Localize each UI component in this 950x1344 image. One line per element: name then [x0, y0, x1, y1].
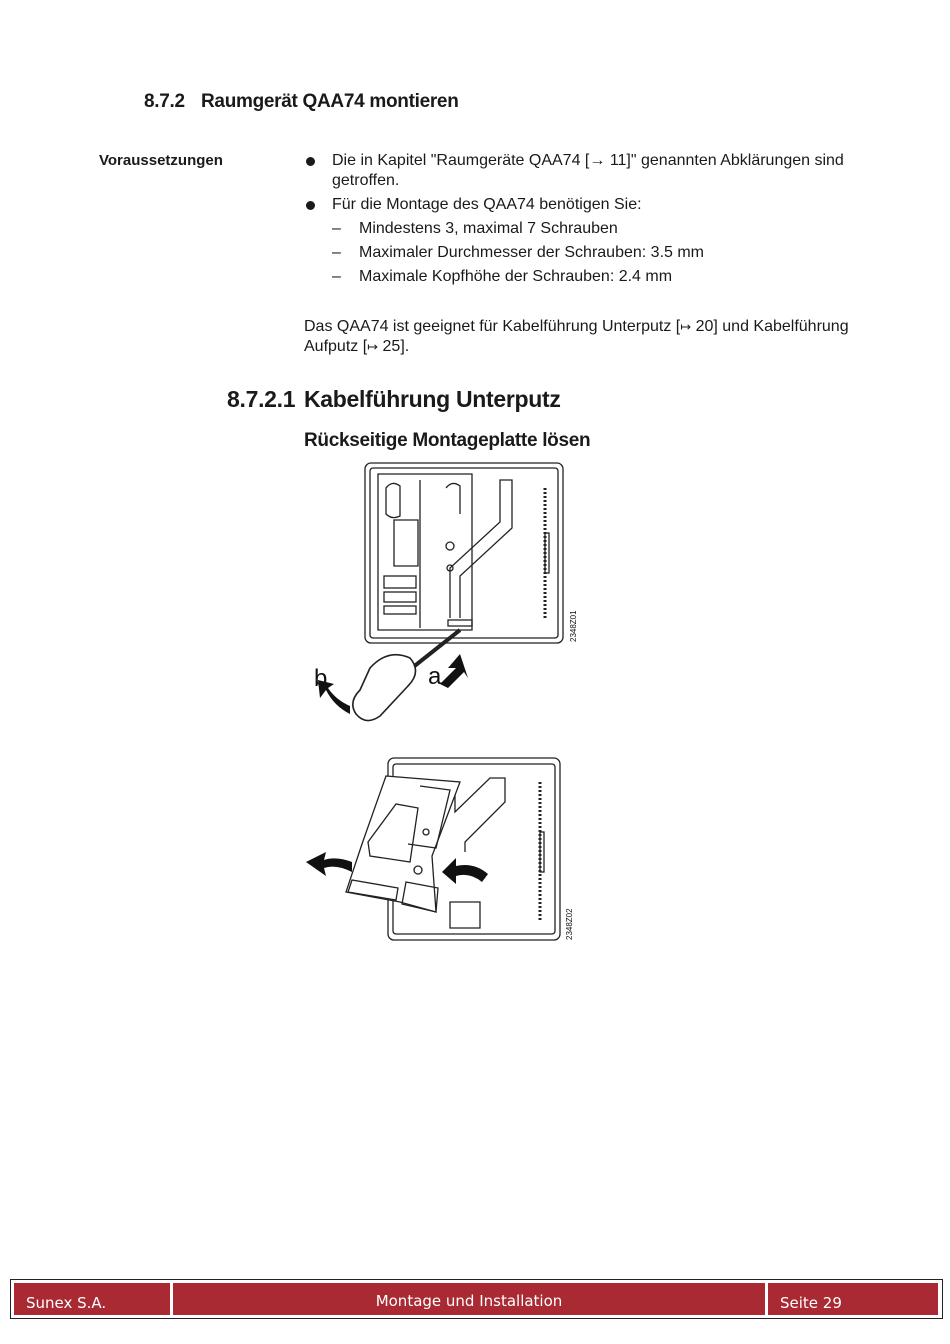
figure-code: 2348Z02	[565, 908, 574, 940]
paragraph-text: Das QAA74 ist geeignet für Kabelführung Unterputz [	[304, 318, 681, 335]
paragraph-text: ].	[400, 338, 410, 355]
sub-item: – Maximaler Durchmesser der Schrauben: 3.5 mm	[332, 244, 705, 261]
subsection-heading	[227, 386, 561, 413]
label-b: b	[314, 665, 328, 692]
cable-routing-paragraph	[304, 317, 884, 357]
sub-item-text: Maximale Kopfhöhe der Schrauben: 2.4 mm	[359, 268, 673, 285]
subheading: Rückseitige Montageplatte lösen	[304, 430, 591, 451]
page-reference[interactable]: 25	[382, 338, 401, 355]
section-number: 8.7.2	[144, 91, 185, 112]
footer-company: Sunex S.A.	[14, 1283, 170, 1315]
sub-item: – Maximale Kopfhöhe der Schrauben: 2.4 mm	[332, 268, 673, 285]
figure-code: 2348Z01	[569, 610, 578, 642]
arrow-a-icon	[440, 654, 468, 688]
footer-page-number: Seite 29	[768, 1283, 938, 1315]
arrow-left-icon	[306, 852, 352, 876]
figure-tilt-plate	[300, 752, 590, 947]
bullet-item	[304, 195, 884, 215]
prerequisites-list	[304, 151, 884, 291]
sub-item-text: Maximaler Durchmesser der Schrauben: 3.5 mm	[359, 244, 705, 261]
subsection-title: Kabelführung Unterputz	[304, 386, 561, 412]
page-reference[interactable]: 20	[695, 318, 714, 335]
footer-chapter: Montage und Installation	[173, 1283, 765, 1315]
prerequisites-label: Voraussetzungen	[99, 152, 223, 169]
section-heading	[144, 91, 459, 113]
bullet-text: Die in Kapitel "Raumgeräte QAA74 [→ 11]" genannten Abklärungen sind getroffen.	[332, 152, 844, 189]
sub-item: – Mindestens 3, maximal 7 Schrauben	[332, 220, 618, 237]
section-title: Raumgerät QAA74 montieren	[201, 91, 459, 112]
page-footer	[10, 1279, 943, 1319]
arrow-tilt-icon	[442, 858, 488, 884]
reference-arrow-icon: ↦	[367, 339, 379, 354]
reference-arrow-icon: ↦	[680, 319, 692, 334]
mounting-plate-illustration	[346, 776, 460, 912]
sub-item-text: Mindestens 3, maximal 7 Schrauben	[359, 220, 618, 237]
figure-remove-plate	[300, 458, 590, 728]
bullet-text: Für die Montage des QAA74 benötigen Sie:	[332, 196, 642, 213]
device-housing	[365, 463, 563, 643]
bullet-icon	[306, 201, 315, 210]
bullet-item	[304, 151, 884, 191]
subsection-number: 8.7.2.1	[227, 386, 296, 412]
label-a: a	[428, 663, 442, 690]
paragraph-text: ] und Kabelführung Aufputz [	[304, 318, 849, 355]
bullet-icon	[306, 157, 315, 166]
